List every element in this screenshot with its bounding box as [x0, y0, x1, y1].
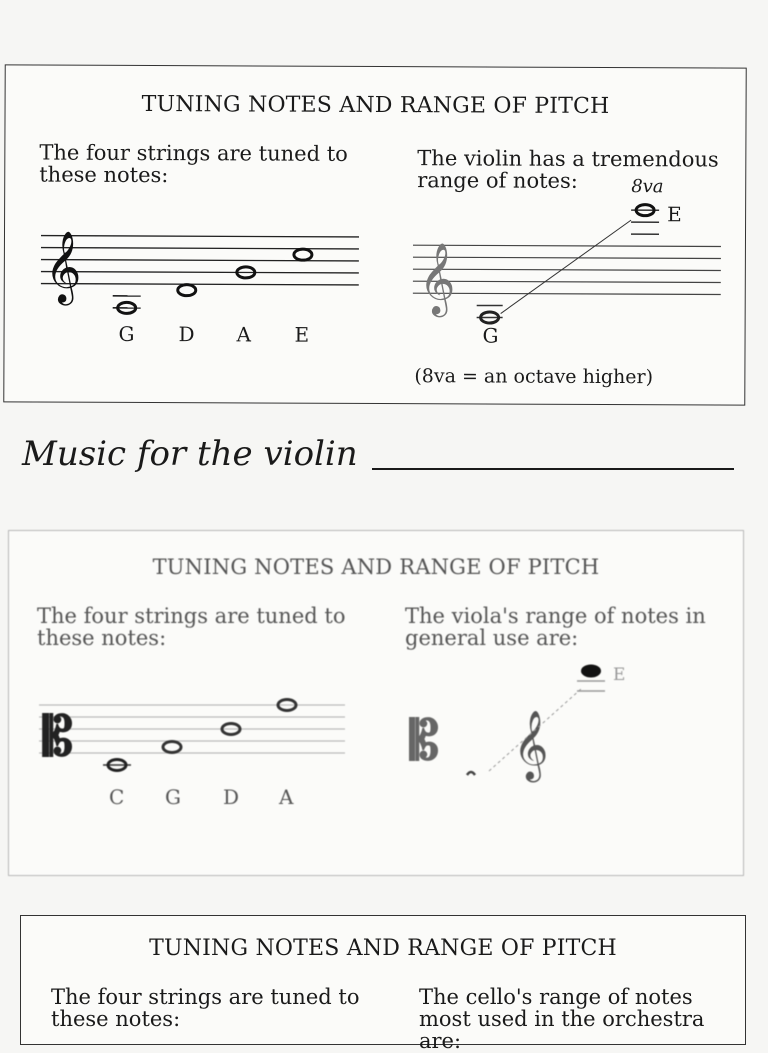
note-g: [163, 742, 181, 753]
viola-panel-title: TUNING NOTES AND RANGE OF PITCH: [9, 555, 743, 579]
violin-range-text: The violin has a tremendous range of notes:: [417, 147, 737, 192]
section-heading-text: Music for the violin: [22, 434, 358, 474]
note-label-d: D: [179, 322, 195, 346]
note-label-c: C: [109, 785, 124, 809]
treble-clef-icon: 𝄞: [419, 241, 456, 317]
violin-tuning-panel: [3, 64, 746, 405]
note-label-g: G: [165, 785, 181, 809]
range-high-label: E: [613, 665, 625, 685]
range-high-note: [582, 666, 600, 677]
note-label-a: A: [279, 785, 293, 809]
range-high-label: E: [667, 202, 682, 226]
viola-range-staff: [409, 653, 709, 793]
violin-tuning-staff: [41, 216, 361, 327]
note-label-g: G: [119, 322, 135, 346]
treble-clef-icon: 𝄞: [513, 710, 548, 782]
section-heading: [22, 434, 742, 478]
range-low-note: [467, 772, 475, 775]
alto-clef-icon: 𝄡: [409, 709, 439, 772]
cello-strings-text: The four strings are tuned to these notes:: [51, 986, 381, 1030]
viola-tuning-staff: [39, 691, 349, 781]
note-label-d: D: [223, 785, 239, 809]
violin-strings-text: The four strings are tuned to these notes:: [39, 142, 369, 187]
range-connector: [501, 220, 631, 315]
note-d: [178, 285, 196, 296]
octave-footnote: (8va = an octave higher): [414, 365, 653, 388]
note-label-a: A: [237, 322, 252, 346]
cello-tuning-panel: [20, 915, 746, 1045]
viola-strings-text: The four strings are tuned to these notes:: [37, 605, 357, 649]
viola-tuning-panel: [8, 530, 744, 876]
note-label-e: E: [295, 323, 310, 347]
alto-clef-icon: 𝄡: [42, 705, 73, 768]
octave-mark: 8va: [631, 176, 663, 197]
note-e: [294, 249, 312, 260]
cello-range-text: The cello's range of notes most used in the orchestra are:: [419, 986, 739, 1052]
viola-range-text: The viola's range of notes in general use are:: [405, 605, 725, 649]
treble-clef-icon: 𝄞: [45, 230, 82, 306]
violin-panel-title: TUNING NOTES AND RANGE OF PITCH: [6, 91, 746, 119]
heading-underline: [372, 468, 734, 470]
cello-panel-title: TUNING NOTES AND RANGE OF PITCH: [21, 936, 745, 961]
range-low-label: G: [483, 323, 499, 347]
